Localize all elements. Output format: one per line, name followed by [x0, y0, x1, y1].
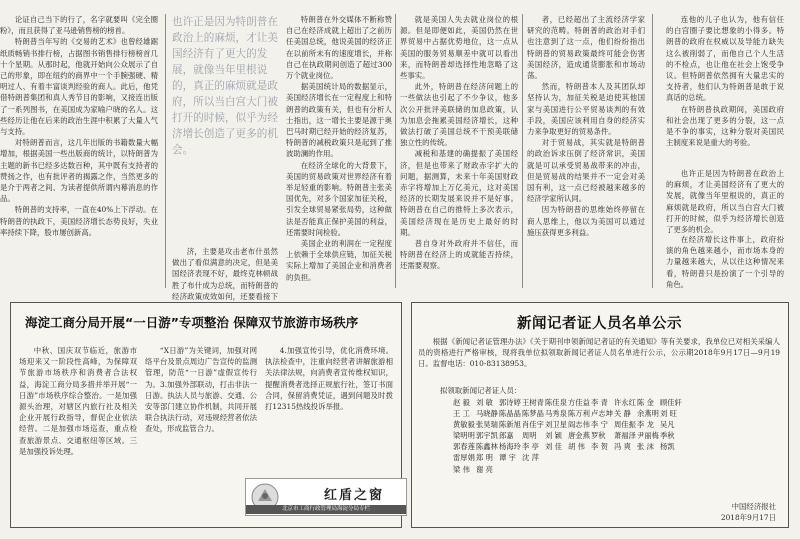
paragraph: 因为特朗普的思维始终停留在商人思维上，他以为美国可以通过施压获得更多利益。 — [527, 205, 645, 237]
paragraph: 者，已经超出了主流经济学家研究的范畴。特朗普的政治对手们也注意到了这一点，他们纷纷指出特朗普的贸易政策最终可能会伤害美国经济，造成通货膨胀和市场动荡。 — [527, 15, 645, 81]
paragraph: 在经济全球化的大背景下，美国的贸易政策对世界经济有着举足轻重的影响。特朗普主张美国优先，对多个国家加征关税，引发全球贸易紧张局势，这种做法是否能真正保护美国的利益，还需要时间检验。 — [286, 160, 392, 237]
pull-quote: 也许正是因为特朗普在政治上的麻烦，才让美国经济有了更大的发展，就像当年里根说的，真正的麻烦就是政府，所以当白宫大门被打开的时候，似乎为经济增长创造了更多的机会。 — [172, 16, 278, 156]
paragraph: 减税和基建的确提振了美国经济，但是也带来了财政赤字扩大的问题，据测算，未来十年美国财政赤字将增加上万亿美元，这对美国经济的长期发展来说并不是好事。特朗普在自己的推特上多次表示，美国经济现在是历史上最好的时期。 — [400, 149, 518, 237]
paragraph: 根据《新闻记者证管理办法》《关于期刊申领新闻记者证的有关通知》等有关要求，我单位已对相关采编人员的资格进行严格审核，现将我单位拟领取新闻记者证人员名单进行公示，公示期2018年9月17日—9月19日。监督电话：010-83138953。 — [418, 337, 780, 369]
news-column-1 — [19, 345, 137, 523]
notice-list-intro: 拟领取新闻记者证人员： — [440, 386, 522, 395]
paragraph: 特朗普的支持率，一直在40%上下浮动。在特朗普的执政下，美国经济增长态势良好，失业率持续下降，股市屡创新高。 — [0, 205, 158, 237]
paragraph: 然而，特朗普本人及其团队却坚持认为，加征关税是迫使其他国家与美国进行公平贸易谈判的有效手段，美国应该利用自身的经济实力来争取更好的贸易条件。 — [527, 82, 645, 137]
name-list — [453, 397, 683, 475]
paragraph: “X日游”为关键词，加强对网络平台及景点周边广告宣传的监测管理，防范“一日游”虚假宣传行为。3.加强外部联动，打击非法一日游。执法人员与旅游、交通、公安等部门建立协作机制，共同开展联合执法行动，对违规经营者依法查处，形成监管合力。 — [145, 346, 257, 434]
paragraph: 也许正是因为特朗普在政治上的麻烦，才让美国经济有了更大的发展，就像当年里根说的，真正的麻烦就是政府，所以当白宫大门被打开的时候，似乎为经济增长创造了更多的机会。 — [666, 169, 784, 235]
paragraph: 中秋、国庆双节临近，旅游市场迎来又一阶段性高峰，为保障双节旅游市场秩序和消费者合法权益，海淀工商分局多措并举开展“一日游”市场秩序综合整治。一是加强源头治理，对辖区内旅行社及相关企业开展行政指导，督促企业依法经营。二是加强市场巡查，重点检查旅游景点、交通枢纽等区域。三是加强投诉处理。 — [19, 346, 137, 456]
paragraph: 在经济增长这件事上，政府扮演的角色越来越小，而市场本身的力量越来越大，从以往这种情况来看，特朗普只是扮演了一个引导的角色。 — [666, 235, 784, 289]
article-column-6-bottom — [666, 234, 784, 290]
column-divider — [165, 14, 166, 288]
news-column-3 — [265, 345, 393, 473]
paragraph: 济，主要是攻击老布什虽然做出了看似满意的决定，但是美国经济表现不好，最终克林顿战胜了布什成为总统，而特朗普的经济政策成效如何，还要看接下 — [172, 247, 278, 301]
article-column-3 — [286, 14, 392, 290]
paragraph: 论证自己当下的行了，名字就要叫《完全圈粉》，而且获得了亚马逊销售榜的榜首。 — [0, 15, 158, 36]
paragraph: 对特朗普而言，这几年出版的书籍数量大幅增加，根据美国一些出版商的统计，以特朗普为主题的新书已经多达数百种，其中既有支持者的赞扬之作，也有批评者的揭露之作，当然更多的是介于两者之间、为读者提供所谓内幕消息的作品。 — [0, 138, 158, 204]
paragraph: 连他的儿子也认为，他有信任的白宫圈子要比想象的小得多。特朗普的政府在权威以及导能力缺失这么被削弱了，而他自己个人生活的不检点，也让他在社会上饱受争议。但特朗普依然拥有大量忠实的支持者，他们认为特朗普是敢于说真话的总统。 — [666, 15, 784, 103]
badge-title: 红盾之窗 — [324, 488, 385, 503]
article-column-4 — [400, 14, 518, 290]
article-column-6-top — [666, 14, 784, 166]
article-column-5 — [527, 14, 645, 290]
name-row: 赵 毅 刘 敏 郭诗婷 王树青 陈佳泉 方佳益 李 青 许永红 陈 金 顾佳轩 — [453, 398, 682, 407]
name-row: 雷厚娟 郑 明 谭 宇 沈 萍 — [453, 453, 539, 463]
column-divider — [395, 14, 396, 288]
notice-intro — [418, 336, 780, 384]
notice-org: 中国经济报社 — [731, 502, 776, 511]
name-row: 郭春莲 陈鑫林 杨海玲 李 亭 刘 佳 胡 伟 李 贺 冯 爽 张 沫 杨凯 — [453, 442, 675, 452]
paragraph: 据美国统计局的数据显示，美国经济增长在一定程度上和特朗普的政策有关，但也有分析人士指出，这一增长主要是源于奥巴马时期已经开始的经济复苏，特朗普的减税政策只是起到了推波助澜的作用。 — [286, 82, 392, 159]
paragraph: 在特朗普执政期间，美国政府和社会出现了更多的分裂，这一点是不争的事实，这种分裂对美国民主制度来说是重大的考验。 — [666, 104, 784, 148]
name-row: 王 工 马晓静 陈晶晶 陈梦晶 马秀泉 陈万利 卢志坤 关 静 余燕明 刘 旺 — [453, 409, 677, 419]
news-headline: 海淀工商分局开展“一日游”专项整治 保障双节旅游市场秩序 — [25, 315, 359, 330]
paragraph: 美国企业的利润在一定程度上依赖于全球供应链，加征关税实际上增加了美国企业和消费者的负担。 — [286, 239, 392, 282]
name-row: 梁 伟 谢 亮 — [453, 464, 493, 474]
article-column-1 — [0, 14, 158, 288]
red-shield-window-badge — [245, 478, 407, 516]
paragraph: 就是美国人失去就业岗位的根源。但是即便如此，美国仍然在世界贸易中占据优势地位，这一点从美国的服务贸易顺差中就可以看出来，而特朗普却选择性地忽略了这些事实。 — [400, 15, 518, 81]
paragraph: 对于贸易战，其实就是特朗普的政治诉求压倒了经济常识，美国就是可以承受贸易战带来的冲击，但是贸易战的结果并不一定会对美国有利，这一点已经被越来越多的经济学家所认同。 — [527, 138, 645, 204]
name-row: 黄敏毅 张昊瑞 陈新旭 肖佳宇 刘卫星 阎志伟 李 宁 周佳振 李 龙 吴凡 — [453, 420, 675, 430]
paragraph: 特朗普在外交媒体不断称赞自己在经济成就上超出了之前历任美国总统，他说美国的经济正在以前所未有的速度增长，并称自己在执政期间创造了超过300万个就业岗位。 — [286, 15, 392, 81]
paragraph: 特朗普当年写的《交易的艺术》也曾经雄踞纸质畅销书排行榜，占据图书销售排行榜榜首几十个星期。从那时起，他就开始向公众展示了自己的形象，即在纽约的商界中一个手腕强硬、精明过人、有着丰富谈判经验的商人。此后，他凭借特朗普集团和真人秀节目的影响，又接连出版了一系列图书，在美国成为家喻户晓的名人。这些经历让他在后来的政治生涯中积累了大量人气与支持。 — [0, 37, 158, 137]
badge-subtitle: 北京市工商行政管理局海淀分局专栏 — [246, 505, 406, 514]
article-column-2-bottom — [172, 246, 278, 301]
notice-date: 2018年9月17日 — [720, 513, 776, 522]
paragraph: 4.加强宣传引导，优化消费环境。执法检查中，注重向经营者讲解旅游相关法律法规，向消费者宣传维权知识，提醒消费者选择正规旅行社，签订书面合同，保留消费凭证，遇到问题及时拨打12315热线投诉举报。 — [265, 346, 393, 412]
column-divider — [652, 14, 653, 288]
column-divider — [522, 14, 523, 288]
notice-title: 新闻记者证人员名单公示 — [517, 316, 682, 332]
news-column-2 — [145, 345, 257, 523]
name-row: 梁明明 郭宇凯 郎嘉 周明 刘 颖 唐金燕 罗秋 萧福泽 尹丽梅 季秋 — [453, 431, 675, 441]
paragraph: 普自身对外政府并不信任，而特朗普在经济上的成就能否持续，还需要观察。 — [400, 239, 518, 271]
article-column-6-quote — [666, 168, 784, 235]
paragraph: 此外，特朗普在经济问题上的一些做法也引起了不少争议，他多次公开批评美联储的加息政策，认为加息会拖累美国经济增长，这种做法打破了美国总统不干预美联储独立性的传统。 — [400, 82, 518, 148]
